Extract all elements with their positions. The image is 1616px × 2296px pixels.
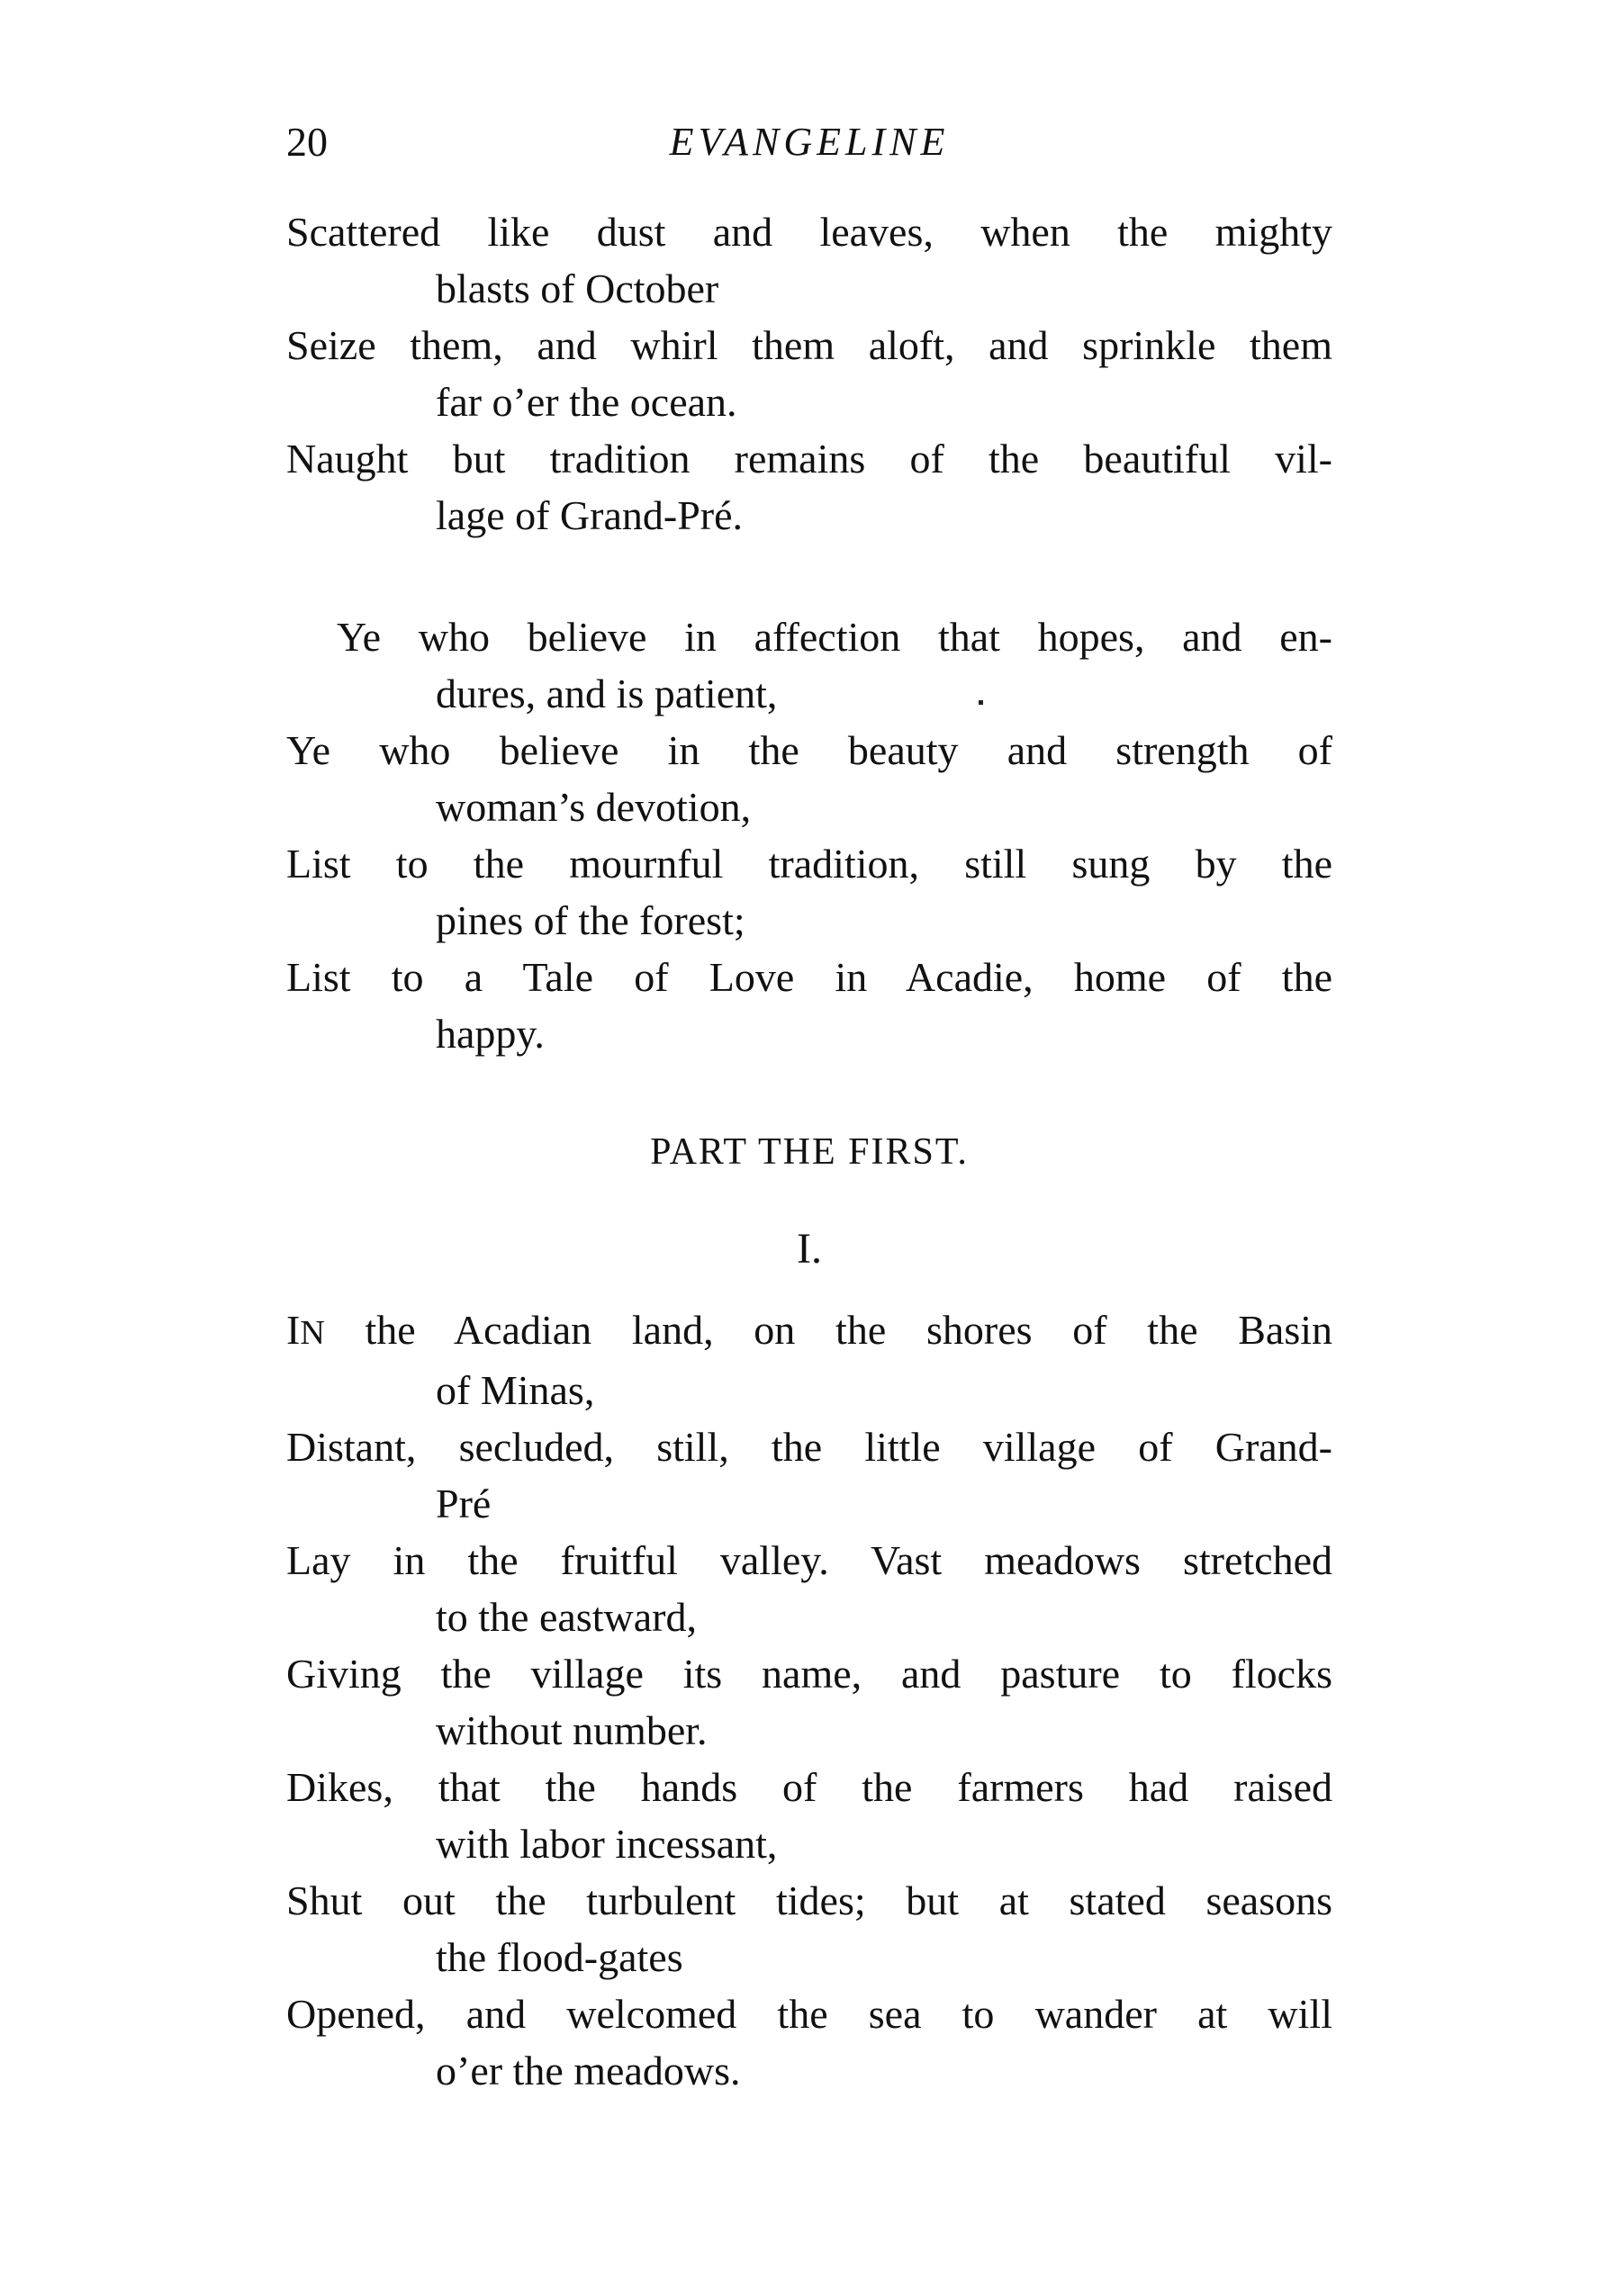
verse-line-text: Ye who believe in the beauty and strength of [286, 727, 1332, 773]
verse-line-continuation: the flood-gates [436, 1934, 683, 1980]
verse-line-text: Naught but tradition remains of the beautiful vil- [286, 436, 1332, 482]
verse-line-continuation: with labor incessant, [436, 1821, 778, 1867]
verse-line [286, 203, 1332, 317]
verse-line [286, 317, 1332, 430]
verse-line-continuation: blasts of October [436, 266, 719, 311]
verse-line [286, 1532, 1332, 1645]
verse-line-continuation: Pré [436, 1481, 492, 1526]
verse-line [286, 608, 1332, 722]
verse-line-continuation: lage of Grand-Pré. [436, 492, 744, 538]
verse-line-continuation: o’er the meadows. [436, 2048, 741, 2093]
opening-word: IN [286, 1307, 325, 1353]
verse-line-text: Opened, and welcomed the sea to wander at will [286, 1991, 1332, 2037]
part-heading: PART THE FIRST. [650, 1131, 969, 1173]
opening-line-rest: the Acadian land, on the shores of the Basin [324, 1307, 1332, 1353]
verse-line [286, 1872, 1332, 1985]
verse-line [286, 835, 1332, 949]
verse-line-text: Scattered like dust and leaves, when the mighty [286, 209, 1332, 255]
verse-line-continuation: without number. [436, 1707, 708, 1753]
verse-line-text: Shut out the turbulent tides; but at stated seasons [286, 1877, 1332, 1923]
verse-line-text: Giving the village its name, and pasture to flocks [286, 1651, 1332, 1697]
stanza-prologue-end [286, 203, 1332, 544]
verse-line [286, 1418, 1332, 1532]
verse-line-continuation: woman’s devotion, [436, 784, 752, 830]
verse-line-continuation: of Minas, [436, 1367, 595, 1413]
verse-line [286, 1645, 1332, 1759]
verse-line-continuation: dures, and is patient, [436, 671, 778, 716]
print-speck [979, 700, 983, 705]
verse-line-text: Ye who believe in affection that hopes, and en- [337, 614, 1332, 660]
verse-line-text: Seize them, and whirl them aloft, and sprinkle them [286, 322, 1332, 368]
verse-line [286, 1301, 1332, 1418]
verse-line-text: Dikes, that the hands of the farmers had raised [286, 1764, 1332, 1810]
verse-line-text: List to the mournful tradition, still sung by the [286, 841, 1332, 887]
verse-line-text [286, 1301, 1332, 1362]
verse-line [286, 722, 1332, 835]
verse-line [286, 1985, 1332, 2099]
stanza-invocation [286, 608, 1332, 1062]
page-number: 20 [286, 119, 328, 165]
verse-line-continuation: pines of the forest; [436, 897, 745, 943]
section-number: I. [797, 1225, 822, 1273]
verse-line-continuation: to the eastward, [436, 1594, 697, 1640]
verse-line-continuation: far o’er the ocean. [436, 379, 737, 425]
verse-line-continuation: happy. [436, 1011, 545, 1057]
verse-line-text: Lay in the fruitful valley. Vast meadows stretched [286, 1537, 1332, 1583]
verse-line [286, 1759, 1332, 1872]
running-title: EVANGELINE [669, 120, 950, 164]
verse-line-text: List to a Tale of Love in Acadie, home of the [286, 954, 1332, 1000]
stanza-part-one [286, 1301, 1332, 2099]
verse-line [286, 430, 1332, 544]
page-header [286, 115, 1332, 169]
verse-line [286, 949, 1332, 1062]
verse-line-text: Distant, secluded, still, the little village of Grand- [286, 1424, 1332, 1470]
